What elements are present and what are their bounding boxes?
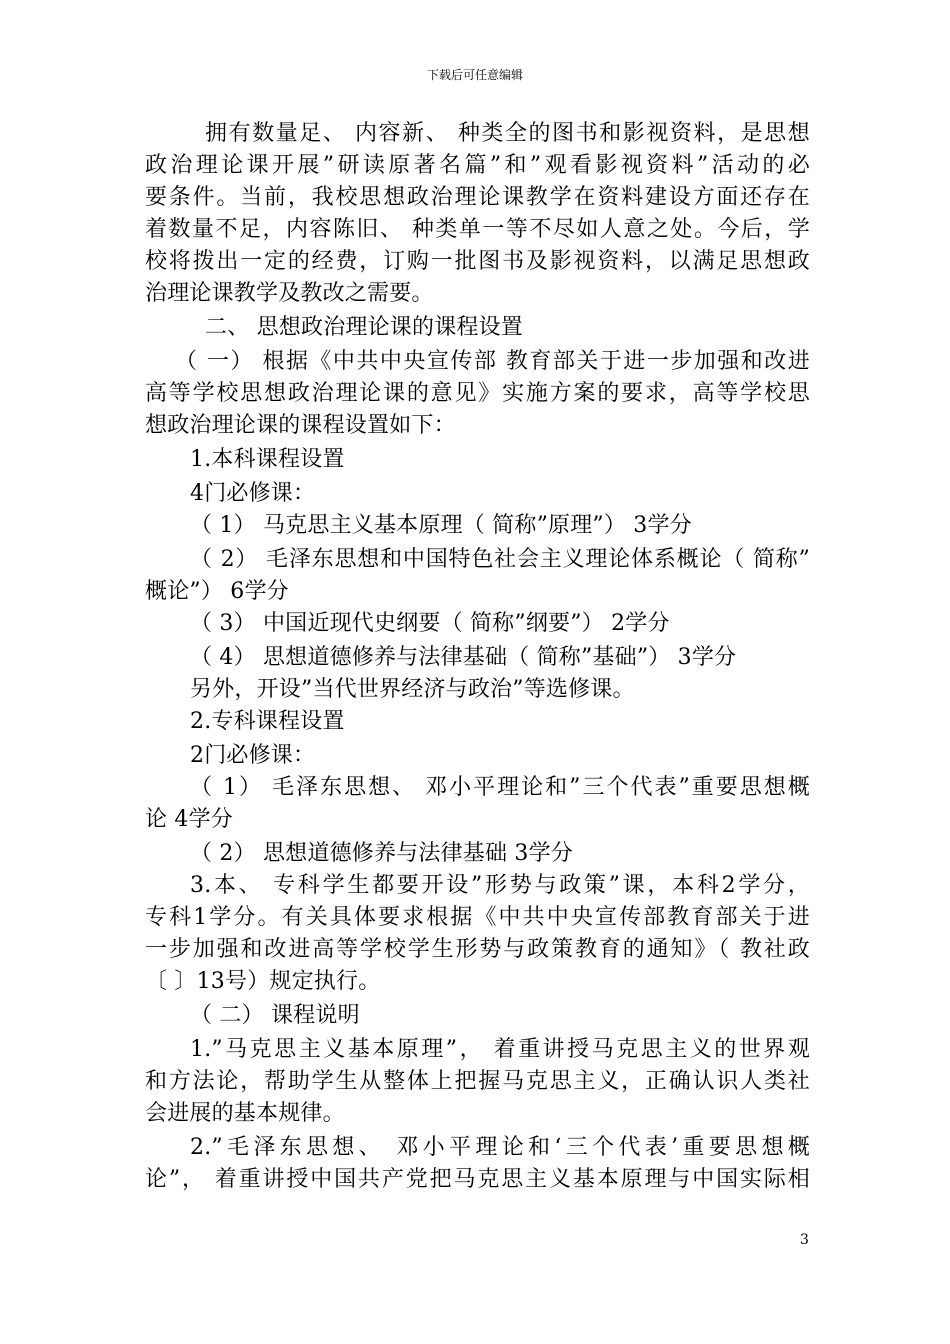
text-line: 治理论课教学及教改之需要。 [145,281,434,306]
text-line: 想政治理论课的课程设置如下： [145,413,456,438]
text-line: 1.”马克思主义基本原理”， 着重讲授马克思主义的世界观 [190,1037,810,1062]
text-line: 政治理论课开展”研读原著名篇”和”观看影视资料”活动的必 [145,153,810,178]
course-item: （ 2） 毛泽东思想和中国特色社会主义理论体系概论（ 简称” [190,547,810,572]
text-line: 高等学校思想政治理论课的意见》实施方案的要求，高等学校思 [145,381,810,406]
page-number: 3 [800,1232,809,1248]
text-line: 一步加强和改进高等学校学生形势与政策教育的通知》（ 教社政 [145,937,810,962]
text-line: （ 一） 根据《中共中央宣传部 教育部关于进一步加强和改进 [175,349,810,374]
text-line: 着数量不足，内容陈旧、 种类单一等不尽如人意之处。今后，学 [145,217,810,242]
subsection-heading: 2.专科课程设置 [190,709,345,734]
text-line: 拥有数量足、 内容新、 种类全的图书和影视资料，是思想 [205,121,810,146]
text-line: 会进展的基本规律。 [145,1101,345,1126]
text-line: 4门必修课： [190,481,316,506]
text-line: 2.”毛泽东思想、 邓小平理论和‘三个代表’重要思想概 [190,1135,810,1160]
course-item: （ 3） 中国近现代史纲要（ 简称”纲要”） 2学分 [190,611,670,636]
text-line: 要条件。当前，我校思想政治理论课教学在资料建设方面还存在 [145,185,810,210]
text-line: 3.本、 专科学生都要开设”形势与政策”课，本科2学分， [190,873,810,898]
course-item: （ 2） 思想道德修养与法律基础 3学分 [190,841,573,866]
text-line: 和方法论，帮助学生从整体上把握马克思主义，正确认识人类社 [145,1069,810,1094]
text-line: 专科1学分。有关具体要求根据《中共中央宣传部教育部关于进 [145,905,810,930]
text-line: 概论”） 6学分 [145,579,289,604]
text-line: 2门必修课： [190,743,316,768]
subsection-heading: （ 二） 课程说明 [190,1003,360,1028]
page-header: 下载后可任意编辑 [426,68,523,82]
course-item: （ 1） 毛泽东思想、 邓小平理论和”三个代表”重要思想概 [190,775,810,800]
course-item: （ 1） 马克思主义基本原理（ 简称”原理”） 3学分 [190,513,692,538]
text-line: 论”， 着重讲授中国共产党把马克思主义基本原理与中国实际相 [145,1167,810,1192]
text-line: 〔 〕13号）规定执行。 [145,969,381,994]
section-heading: 二、 思想政治理论课的课程设置 [205,315,523,340]
course-item: （ 4） 思想道德修养与法律基础（ 简称”基础”） 3学分 [190,645,737,670]
subsection-heading: 1.本科课程设置 [190,447,345,472]
text-line: 另外，开设”当代世界经济与政治”等选修课。 [190,677,635,702]
text-line: 论 4学分 [145,807,233,832]
text-line: 校将拨出一定的经费，订购一批图书及影视资料，以满足思想政 [145,249,810,274]
